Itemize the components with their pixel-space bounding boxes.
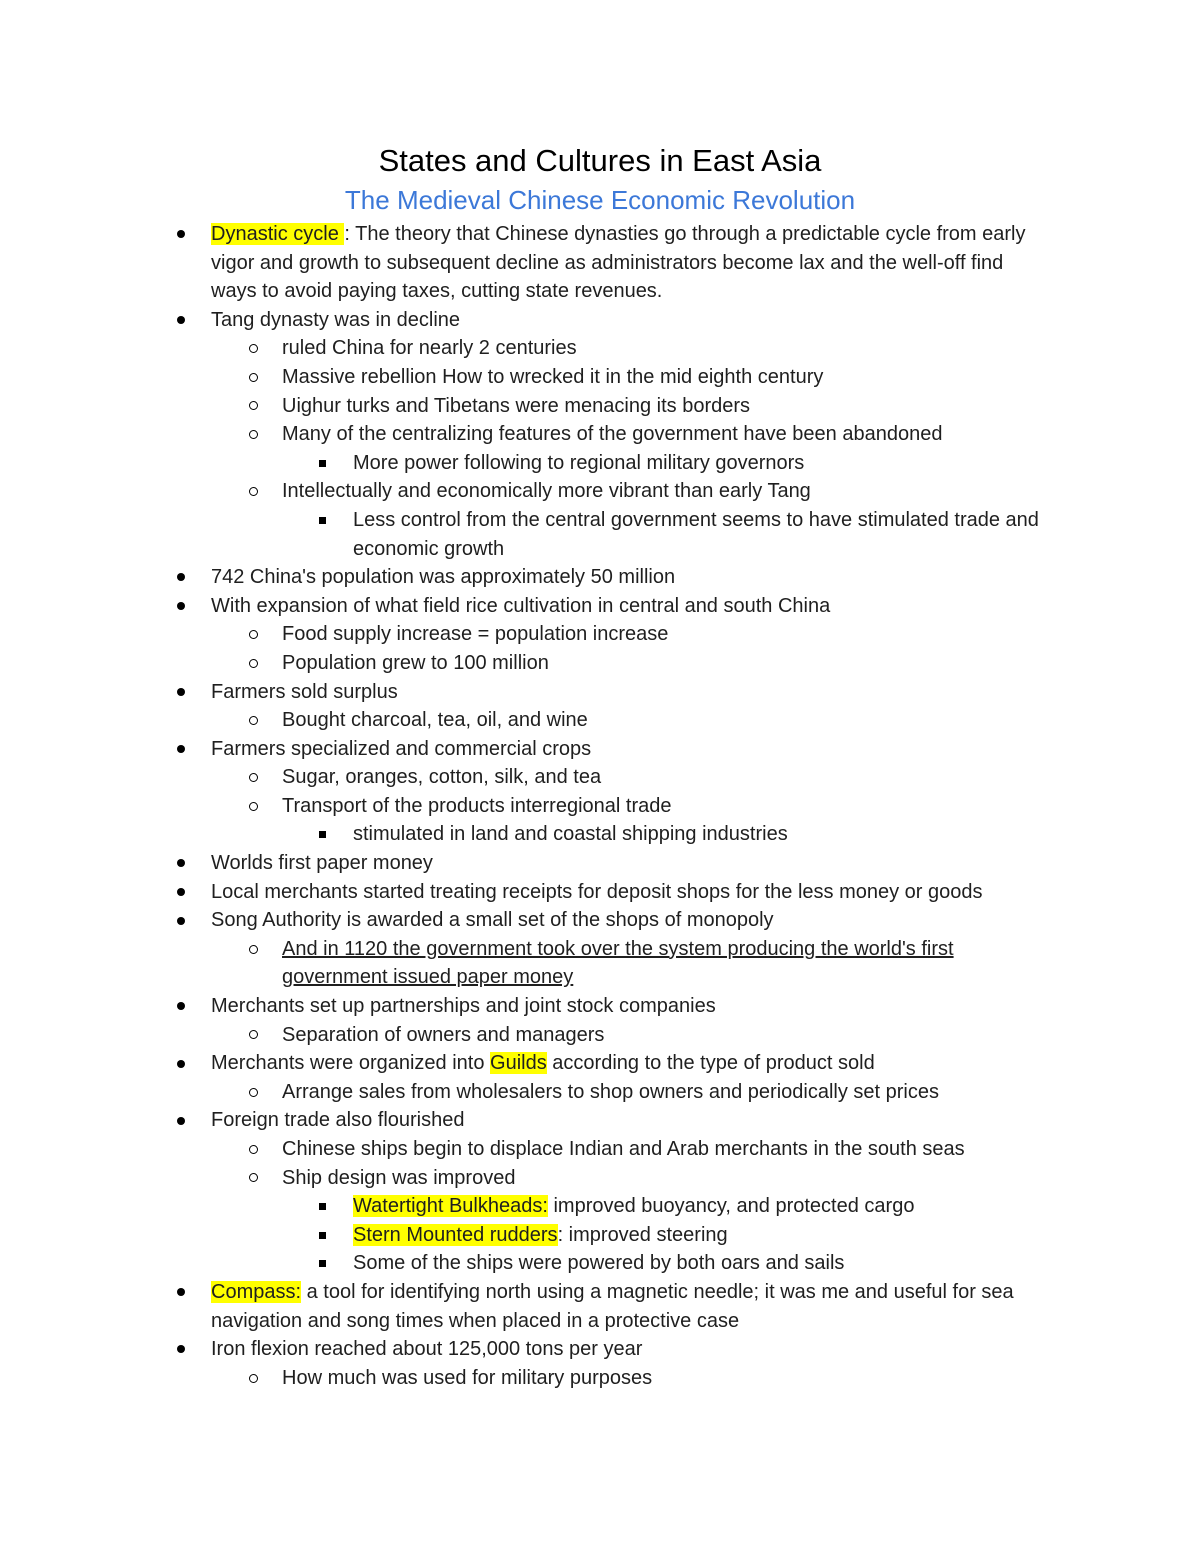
list-item-body: improved buoyancy, and protected cargo xyxy=(547,1195,915,1218)
list-item xyxy=(0,1106,1200,1135)
list-item xyxy=(0,1249,1200,1278)
list-item-text xyxy=(211,306,1051,335)
list-item-body: Song Authority is awarded a small set of the shops of monopoly xyxy=(211,909,774,932)
list-item xyxy=(0,1021,1200,1050)
bullet-disc-icon xyxy=(177,1278,185,1307)
list-item-text xyxy=(282,477,1052,506)
list-item-text xyxy=(353,820,1053,849)
notes-list xyxy=(0,220,1200,1392)
bullet-disc-icon xyxy=(177,735,185,764)
list-item-body: Iron flexion reached about 125,000 tons per year xyxy=(211,1338,643,1361)
list-item-text xyxy=(211,849,1051,878)
list-item-text xyxy=(282,620,1052,649)
bullet-disc-icon xyxy=(177,849,185,878)
bullet-disc-icon xyxy=(177,306,185,335)
list-item-text xyxy=(353,1192,1053,1221)
section-heading: The Medieval Chinese Economic Revolution xyxy=(344,185,856,215)
bullet-circle-icon xyxy=(249,392,258,421)
list-item xyxy=(0,1049,1200,1078)
list-item-body: Worlds first paper money xyxy=(211,852,433,875)
list-item-body: Arrange sales from wholesalers to shop owners and periodically set prices xyxy=(282,1080,939,1103)
list-item-body: Local merchants started treating receipts for deposit shops for the less money or goods xyxy=(211,880,983,903)
highlighted-term: Guilds xyxy=(490,1052,547,1075)
list-item-text xyxy=(282,420,1052,449)
list-item-text xyxy=(211,220,1051,306)
list-item xyxy=(0,1164,1200,1193)
list-item-body: Transport of the products interregional trade xyxy=(282,794,672,817)
list-item-lead: Merchants were organized into xyxy=(211,1052,491,1075)
bullet-circle-icon xyxy=(249,363,258,392)
list-item-body: And in 1120 the government took over the system producing the world's first government issued paper money xyxy=(282,937,954,989)
list-item xyxy=(0,363,1200,392)
list-item-body: Intellectually and economically more vibrant than early Tang xyxy=(282,480,811,503)
list-item-text xyxy=(282,1078,1052,1107)
list-item-body: Many of the centralizing features of the government have been abandoned xyxy=(282,423,943,446)
list-item xyxy=(0,220,1200,306)
list-item-text xyxy=(211,563,1051,592)
list-item xyxy=(0,1192,1200,1221)
list-item xyxy=(0,706,1200,735)
list-item xyxy=(0,392,1200,421)
list-item-body: 742 China's population was approximately 50 million xyxy=(211,566,676,589)
bullet-disc-icon xyxy=(177,592,185,621)
bullet-circle-icon xyxy=(249,1021,258,1050)
bullet-disc-icon xyxy=(177,220,185,249)
list-item-body: Merchants set up partnerships and joint stock companies xyxy=(211,995,716,1018)
highlighted-term: Dynastic cycle xyxy=(211,223,345,245)
list-item xyxy=(0,506,1200,563)
list-item-text xyxy=(211,992,1051,1021)
list-item-body: Farmers specialized and commercial crops xyxy=(211,737,592,760)
list-item-body: : The theory that Chinese dynasties go through a predictable cycle from early vigor and growth to subsequent decline as administrators become lax and the well-off find ways to avoid paying taxes, cutting state revenues. xyxy=(211,223,1026,303)
list-item-body: according to the type of product sold xyxy=(546,1052,875,1075)
list-item xyxy=(0,906,1200,935)
list-item-text xyxy=(282,334,1052,363)
bullet-circle-icon xyxy=(249,763,258,792)
highlighted-term: Watertight Bulkheads: xyxy=(353,1195,548,1218)
list-item xyxy=(0,334,1200,363)
bullet-circle-icon xyxy=(249,935,258,964)
bullet-square-icon xyxy=(319,449,326,478)
list-item-text xyxy=(211,735,1051,764)
list-item xyxy=(0,992,1200,1021)
list-item-text xyxy=(282,392,1052,421)
list-item xyxy=(0,763,1200,792)
list-item-text xyxy=(353,1249,1053,1278)
bullet-disc-icon xyxy=(177,878,185,907)
bullet-circle-icon xyxy=(249,792,258,821)
bullet-disc-icon xyxy=(177,678,185,707)
bullet-square-icon xyxy=(319,506,326,535)
list-item-text xyxy=(211,1049,1051,1078)
list-item xyxy=(0,1335,1200,1364)
list-item xyxy=(0,820,1200,849)
bullet-circle-icon xyxy=(249,1078,258,1107)
bullet-circle-icon xyxy=(249,706,258,735)
list-item-body: Tang dynasty was in decline xyxy=(211,308,461,331)
list-item xyxy=(0,1221,1200,1250)
list-item-text xyxy=(282,706,1052,735)
list-item xyxy=(0,620,1200,649)
list-item-body: Uighur turks and Tibetans were menacing its borders xyxy=(282,394,751,417)
list-item xyxy=(0,1278,1200,1335)
list-item-body: : improved steering xyxy=(557,1223,728,1246)
list-item xyxy=(0,935,1200,992)
list-item-text xyxy=(353,1221,1053,1250)
list-item-text xyxy=(282,649,1052,678)
bullet-circle-icon xyxy=(249,1164,258,1193)
list-item-text xyxy=(282,792,1052,821)
list-item-text xyxy=(282,363,1052,392)
bullet-square-icon xyxy=(319,1249,326,1278)
list-item-body: Less control from the central government seems to have stimulated trade and economic growth xyxy=(353,508,1039,560)
list-item xyxy=(0,563,1200,592)
bullet-circle-icon xyxy=(249,1364,258,1393)
list-item-body: Food supply increase = population increase xyxy=(282,623,669,646)
list-item-text xyxy=(211,1278,1051,1335)
bullet-circle-icon xyxy=(249,1135,258,1164)
list-item xyxy=(0,849,1200,878)
highlighted-term: Compass: xyxy=(211,1280,302,1303)
bullet-disc-icon xyxy=(177,906,185,935)
list-item-text xyxy=(282,1164,1052,1193)
list-item-text xyxy=(211,878,1051,907)
bullet-circle-icon xyxy=(249,477,258,506)
list-item-body: Separation of owners and managers xyxy=(282,1023,605,1046)
bullet-circle-icon xyxy=(249,620,258,649)
list-item-text xyxy=(211,1335,1051,1364)
list-item-text xyxy=(282,1021,1052,1050)
list-item-text xyxy=(211,678,1051,707)
list-item xyxy=(0,678,1200,707)
list-item-body: Massive rebellion How to wrecked it in the mid eighth century xyxy=(282,365,824,388)
list-item-text xyxy=(282,763,1052,792)
list-item-text xyxy=(353,449,1053,478)
list-item xyxy=(0,420,1200,449)
list-item xyxy=(0,449,1200,478)
list-item-text xyxy=(211,906,1051,935)
highlighted-term: Stern Mounted rudders xyxy=(353,1223,558,1246)
list-item-body: Farmers sold surplus xyxy=(211,680,398,703)
list-item-body: More power following to regional military governors xyxy=(353,451,805,474)
list-item xyxy=(0,792,1200,821)
list-item-text xyxy=(282,1135,1052,1164)
list-item-text xyxy=(211,1106,1051,1135)
bullet-square-icon xyxy=(319,820,326,849)
list-item-body: Bought charcoal, tea, oil, and wine xyxy=(282,709,588,732)
list-item-body: Chinese ships begin to displace Indian and Arab merchants in the south seas xyxy=(282,1138,965,1160)
list-item xyxy=(0,878,1200,907)
list-item-text xyxy=(282,935,1052,992)
list-item-text xyxy=(211,592,1051,621)
bullet-disc-icon xyxy=(177,1335,185,1364)
bullet-disc-icon xyxy=(177,1106,185,1135)
list-item-body: a tool for identifying north using a magnetic needle; it was me and useful for sea navigation and song times when placed in a protective case xyxy=(211,1280,1014,1332)
bullet-circle-icon xyxy=(249,420,258,449)
list-item-body: Sugar, oranges, cotton, silk, and tea xyxy=(282,766,602,789)
page-title: States and Cultures in East Asia xyxy=(378,143,822,178)
list-item-body: Some of the ships were powered by both oars and sails xyxy=(353,1252,845,1275)
list-item xyxy=(0,1135,1200,1164)
list-item xyxy=(0,1078,1200,1107)
bullet-circle-icon xyxy=(249,334,258,363)
list-item-body: stimulated in land and coastal shipping industries xyxy=(353,823,788,846)
list-item xyxy=(0,592,1200,621)
bullet-square-icon xyxy=(319,1221,326,1250)
list-item-body: Foreign trade also flourished xyxy=(211,1109,465,1132)
list-item-text xyxy=(353,506,1053,563)
list-item xyxy=(0,306,1200,335)
bullet-circle-icon xyxy=(249,649,258,678)
list-item xyxy=(0,649,1200,678)
list-item xyxy=(0,477,1200,506)
list-item-body: ruled China for nearly 2 centuries xyxy=(282,337,577,360)
bullet-disc-icon xyxy=(177,992,185,1021)
list-item xyxy=(0,1364,1200,1393)
list-item-body: Population grew to 100 million xyxy=(282,651,549,674)
list-item-body: How much was used for military purposes xyxy=(282,1366,653,1389)
list-item-text xyxy=(282,1364,1052,1393)
list-item-body: Ship design was improved xyxy=(282,1166,516,1189)
bullet-disc-icon xyxy=(177,563,185,592)
list-item xyxy=(0,735,1200,764)
list-item-body: With expansion of what field rice cultivation in central and south China xyxy=(211,594,831,617)
bullet-square-icon xyxy=(319,1192,326,1221)
bullet-disc-icon xyxy=(177,1049,185,1078)
